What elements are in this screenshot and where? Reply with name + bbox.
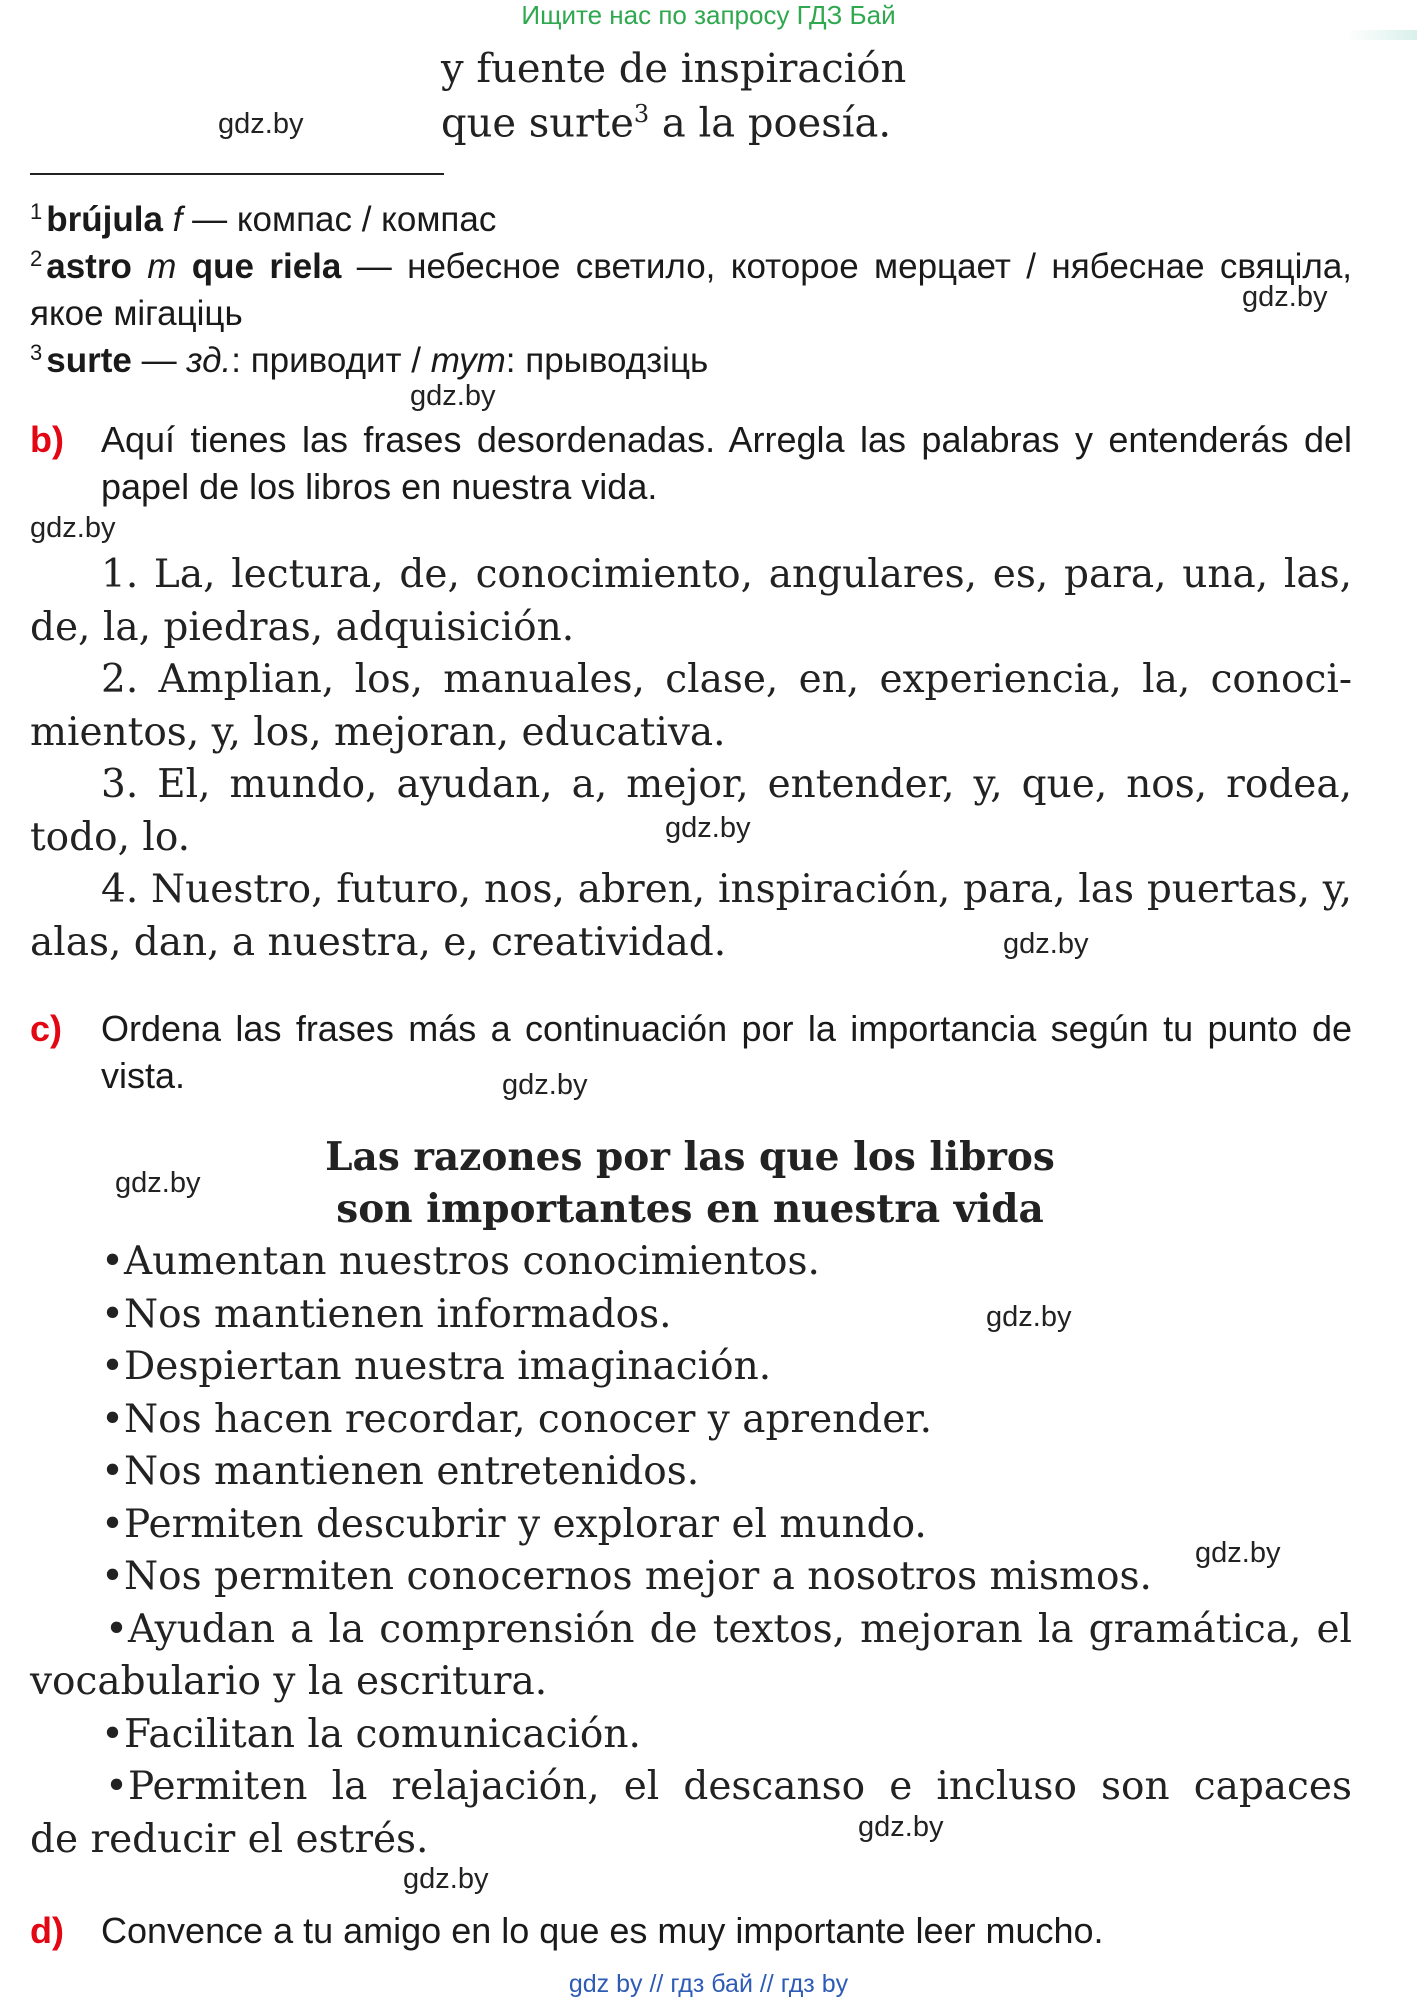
list-item <box>30 1551 1352 1604</box>
footnote-3 <box>30 329 1352 384</box>
list-item <box>30 1341 1352 1394</box>
bullet: • <box>101 1449 125 1494</box>
watermark: gdz.by <box>502 1069 588 1101</box>
watermark: gdz.by <box>30 512 116 544</box>
list-item <box>30 1499 1352 1552</box>
footnote-grammar: зд. <box>186 341 232 380</box>
heading-line-1: Las razones por las que los libros <box>325 1134 1055 1180</box>
poem-line-2-text: que surte <box>441 100 634 147</box>
list-item <box>30 1394 1352 1447</box>
list-item-text: Nos mantienen entretenidos. <box>124 1449 700 1494</box>
footnote-text: — небесное светило, которое мерцает / нябеснае свяціла, якое мігаціць <box>30 247 1353 333</box>
footnote-ref: 3 <box>633 100 650 128</box>
sentence-line: 4. Nuestro, futuro, nos, abren, inspiración, para, las puertas, y, <box>101 867 1352 912</box>
task-letter: d) <box>30 1910 64 1951</box>
bullet: • <box>101 1291 125 1337</box>
watermark: gdz.by <box>1242 281 1328 313</box>
footnote-text-2: : прыводзіць <box>505 341 709 380</box>
list-item-line <box>30 1761 1352 1814</box>
bullet: • <box>101 1344 125 1389</box>
corner-decoration <box>1347 30 1417 40</box>
task-instruction: Ordena las frases más a continuación por la importancia según tu punto de vista. <box>101 1008 1352 1096</box>
task-letter: b) <box>30 419 64 460</box>
list-item <box>30 1446 1352 1499</box>
sentence-2 <box>30 653 1352 759</box>
sentence-line: mientos, y, los, mejoran, educativa. <box>30 710 726 755</box>
list-item-text: Ayudan a la comprensión de textos, mejoran la gramática, el <box>128 1606 1352 1652</box>
footnote-number: 1 <box>30 199 43 224</box>
bottom-links[interactable]: gdz by // гдз бай // гдз by <box>568 1970 849 1998</box>
list-item-text: Nos mantienen informados. <box>124 1291 672 1337</box>
sentence-line: 3. El, mundo, ayudan, a, mejor, entender, y, que, nos, rodea, <box>101 762 1352 807</box>
footnote-number: 2 <box>30 246 43 271</box>
list-item-text: de reducir el estrés. <box>30 1816 429 1862</box>
sentence-1 <box>30 548 1352 654</box>
list-item-line <box>30 1604 1352 1657</box>
watermark: gdz.by <box>410 380 496 412</box>
task-b <box>30 416 1352 510</box>
task-letter: c) <box>30 1008 63 1049</box>
footnote-term-2: que riela <box>176 247 342 286</box>
watermark: gdz.by <box>1003 928 1089 960</box>
task-d <box>30 1907 1352 1954</box>
list-item-text: Nos hacen recordar, conocer y aprender. <box>124 1396 933 1442</box>
footnote-term: brújula <box>46 200 163 239</box>
list-item-text: vocabulario y la escritura. <box>30 1659 548 1704</box>
list-item-text: Permiten la relajación, el descanso e incluso son capaces <box>128 1764 1352 1809</box>
list-item-text: Facilitan la comunicación. <box>124 1711 641 1757</box>
list-item-text: Aumentan nuestros conocimientos. <box>124 1239 820 1284</box>
sentence-line: 1. La, lectura, de, conocimiento, angulares, es, para, una, las, <box>101 552 1352 597</box>
poem-line-2-end: a la poesía. <box>649 100 892 147</box>
sentence-line: 2. Amplian, los, manuales, clase, en, experiencia, la, conoci- <box>101 657 1352 702</box>
bullet: • <box>101 1501 125 1547</box>
poem-line-1: y fuente de inspiración <box>441 46 907 92</box>
bullet: • <box>101 1396 125 1442</box>
list-item <box>30 1236 1352 1289</box>
section-heading <box>300 1131 1080 1235</box>
watermark: gdz.by <box>115 1167 201 1199</box>
footnote-2 <box>30 235 1352 337</box>
watermark: gdz.by <box>986 1301 1072 1333</box>
watermark: gdz.by <box>218 108 304 140</box>
footnote-text: : приводит / <box>231 341 431 380</box>
footnote-term: astro <box>46 247 148 286</box>
bullet: • <box>105 1606 129 1652</box>
task-instruction: Aquí tienes las frases desordenadas. Arregla las palabras y entenderás del papel de los libros en nuestra vida. <box>101 419 1352 507</box>
list-item <box>30 1289 1352 1342</box>
list-item <box>30 1761 1352 1866</box>
watermark: gdz.by <box>665 812 751 844</box>
watermark: gdz.by <box>1195 1537 1281 1569</box>
sentence-3 <box>30 758 1352 864</box>
list-item <box>30 1709 1352 1762</box>
footnote-term: surte <box>46 341 132 380</box>
footnote-dash: — <box>131 341 187 380</box>
footnote-grammar-2: тут <box>430 341 506 380</box>
heading-line-2: son importantes en nuestra vida <box>336 1186 1044 1232</box>
sentence-line: todo, lo. <box>30 815 191 860</box>
list-item-text: Permiten descubrir y explorar el mundo. <box>124 1501 927 1547</box>
list-item <box>30 1604 1352 1709</box>
bullet: • <box>101 1239 125 1284</box>
sentence-line: alas, dan, a nuestra, e, creatividad. <box>30 920 727 965</box>
bullet: • <box>101 1711 125 1757</box>
footnote-grammar: f <box>162 200 183 239</box>
footnote-number: 3 <box>30 340 43 365</box>
sentence-line: de, la, piedras, adquisición. <box>30 605 575 650</box>
task-instruction: Convence a tu amigo en lo que es muy importante leer mucho. <box>101 1910 1104 1951</box>
sentence-4 <box>30 863 1352 969</box>
list-item-text: Despiertan nuestra imaginación. <box>124 1344 772 1389</box>
footnote-grammar: m <box>147 247 177 286</box>
footnote-text: — компас / компас <box>182 200 497 239</box>
task-c <box>30 1005 1352 1099</box>
bullet: • <box>101 1554 125 1599</box>
list-item-text: Nos permiten conocernos mejor a nosotros mismos. <box>124 1554 1152 1599</box>
reasons-list <box>30 1236 1352 1866</box>
watermark: gdz.by <box>403 1863 489 1895</box>
watermark: gdz.by <box>858 1811 944 1843</box>
footnote-divider <box>30 173 444 175</box>
bullet: • <box>105 1764 129 1809</box>
top-banner[interactable]: Ищите нас по запросу ГДЗ Бай <box>521 0 896 30</box>
poem-line-2 <box>441 100 891 146</box>
